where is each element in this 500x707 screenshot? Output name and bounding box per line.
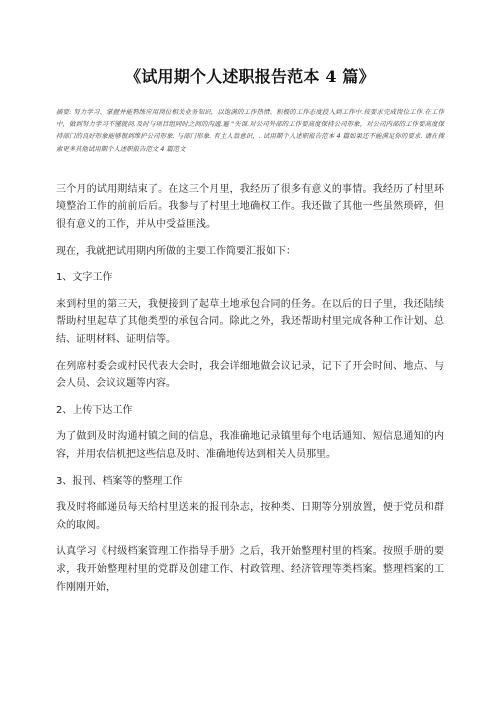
body-paragraph: 我及时将邮递员每天给村里送来的报刊杂志，按种类、日期等分别放置，便于党员和群众的取阅。	[56, 502, 444, 531]
body-paragraph: 认真学习《村级档案管理工作指导手册》之后，我开始整理村里的档案。按照手册的要求，我开始整理村里的党群及创建工作、村政管理、经济管理等类档案。整理档案的工作刚刚开始，	[56, 546, 444, 593]
section-heading: 2、上传下达工作	[56, 404, 133, 416]
body-paragraph: 来到村里的第三天，我便接到了起草土地承包合同的任务。在以后的日子里，我还陆续帮助村里起草了其他类型的承包合同。除此之外，我还帮助村里完成各种工作计划、总结、证明材料、证明信等。	[56, 298, 444, 345]
body-paragraph: 为了做到及时沟通村镇之间的信息，我准确地记录镇里每个电话通知、短信息通知的内容，并用农信机把这些信息及时、准确地传达到相关人员那里。	[56, 431, 444, 460]
section-heading: 1、文字工作	[56, 272, 113, 284]
section-heading: 3、报刊、档案等的整理工作	[56, 475, 183, 487]
body-paragraph: 现在，我就把试用期内所做的主要工作简要汇报如下：	[56, 245, 296, 257]
document-abstract: 摘要: 努力学习、掌握并能熟练应用岗位相关业务知识，以饱满的工作热情、积极的工作态度投入到工作中.按要求完成岗位工作.在工作中，做到努力学习不懂就问.及时与项目组同时之间的沟通.避 "失误.对公司外部的工作要高度保持公司形象，对公司内部的工作要高度保持部门的良好形象能够很到维护公司形象. 与部门形象. 有主人翁意识，. 试用期个人述职报告范本 4 篇如果还不能满足你的要求. 请在搜索更多其他试用期个人述职报告范文 4 篇范文	[56, 108, 444, 153]
body-paragraph: 三个月的试用期结束了。在这三个月里，我经历了很多有意义的事情。我经历了村里环境整治工作的前前后后。我参与了村里土地确权工作。我还做了其他一些虽然琐碎，但很有意义的工作，并从中受益匪浅。	[56, 183, 444, 230]
body-paragraph: 在列席村委会或村民代表大会时，我会详细地做会议记录，记下了开会时间、地点、与会人员、会议议题等内容。	[56, 360, 444, 390]
document-title: 《试用期个人述职报告范本 4 篇》	[125, 67, 375, 86]
